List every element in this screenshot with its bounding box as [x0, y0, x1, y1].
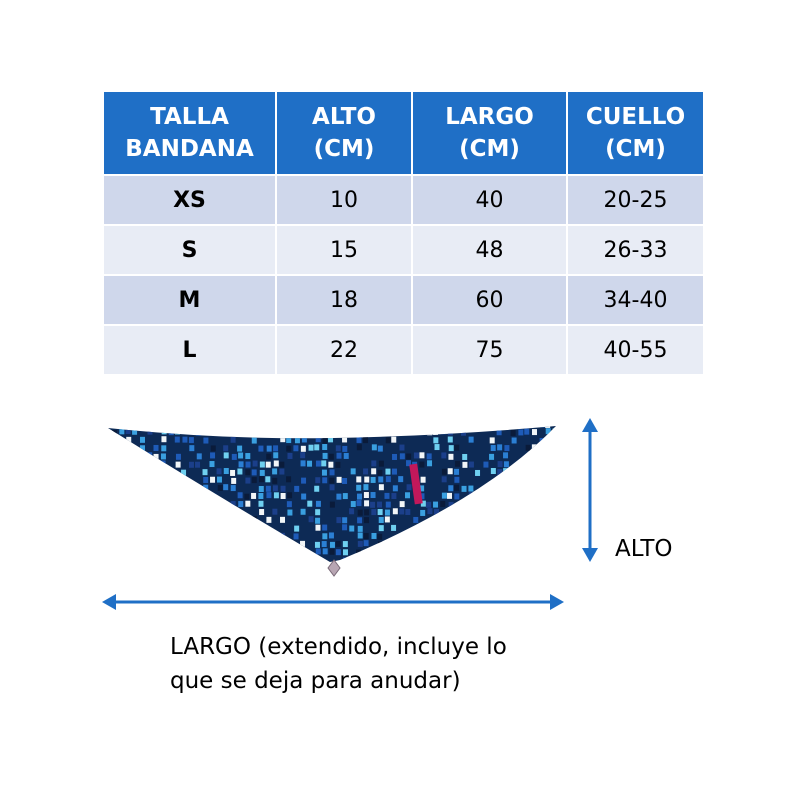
alto-arrow-icon: [576, 416, 604, 564]
largo-cell: 75: [412, 325, 567, 374]
largo-cell: 48: [412, 225, 567, 275]
largo-cell: 40: [412, 175, 567, 225]
header-alto: ALTO (CM): [276, 92, 412, 175]
table-row: [104, 225, 703, 275]
size-cell: XS: [104, 175, 276, 225]
size-cell: M: [104, 275, 276, 325]
table-row: [104, 325, 703, 374]
table-header-row: [104, 92, 703, 175]
alto-cell: 15: [276, 225, 412, 275]
largo-cell: 60: [412, 275, 567, 325]
header-largo: LARGO (CM): [412, 92, 567, 175]
header-cuello: CUELLO (CM): [567, 92, 703, 175]
cuello-cell: 34-40: [567, 275, 703, 325]
alto-cell: 10: [276, 175, 412, 225]
size-chart-table: [104, 92, 703, 374]
size-cell: S: [104, 225, 276, 275]
bandana-image: [104, 420, 564, 580]
alto-label: ALTO: [615, 536, 673, 562]
largo-label: [170, 630, 570, 698]
cuello-cell: 20-25: [567, 175, 703, 225]
table-row: [104, 275, 703, 325]
cuello-cell: 26-33: [567, 225, 703, 275]
header-talla: TALLA BANDANA: [104, 92, 276, 175]
alto-cell: 18: [276, 275, 412, 325]
largo-arrow-icon: [100, 588, 566, 616]
alto-cell: 22: [276, 325, 412, 374]
size-cell: L: [104, 325, 276, 374]
largo-label-line: que se deja para anudar): [170, 668, 461, 694]
largo-label-line: LARGO (extendido, incluye lo: [170, 634, 507, 660]
cuello-cell: 40-55: [567, 325, 703, 374]
heart-charm-icon: [328, 560, 340, 576]
table-row: [104, 175, 703, 225]
